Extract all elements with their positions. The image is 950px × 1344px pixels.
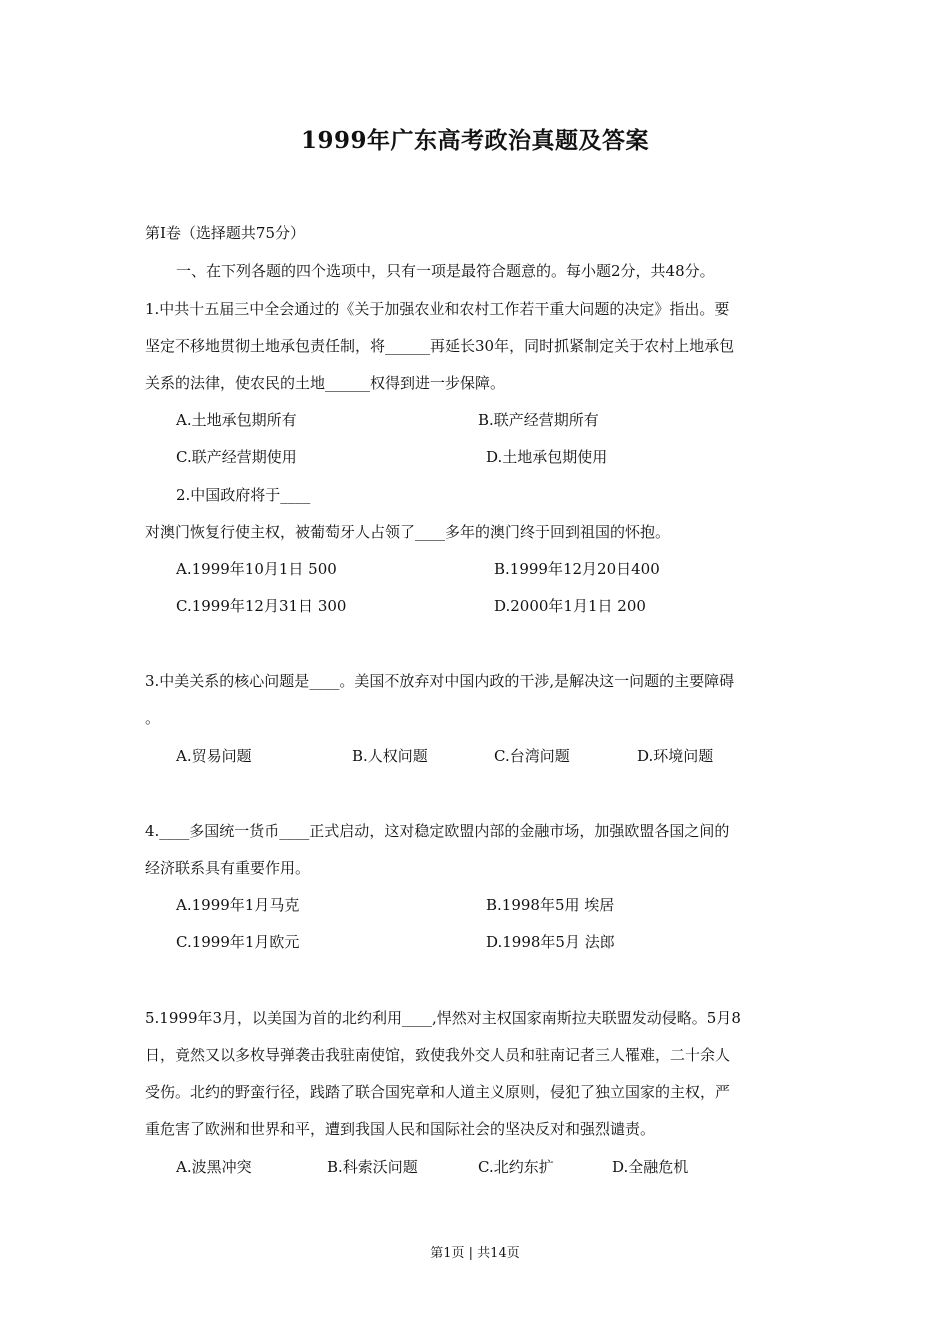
question-1-option-c: C.联产经营期使用 xyxy=(176,448,297,466)
question-2-line-1: 2.中国政府将于____ xyxy=(176,486,311,504)
question-5-line-3: 受伤。北约的野蛮行径，践踏了联合国宪章和人道主义原则，侵犯了独立国家的主权，严 xyxy=(145,1083,731,1101)
question-2-option-b: B.1999年12月20日400 xyxy=(494,560,660,578)
question-3-line-2: 。 xyxy=(145,709,161,727)
page-footer: 第1页 | 共14页 xyxy=(430,1246,520,1261)
question-3-option-c: C.台湾问题 xyxy=(494,747,570,765)
question-4-line-2: 经济联系具有重要作用。 xyxy=(145,859,311,877)
question-5-line-4: 重危害了欧洲和世界和平，遭到我国人民和国际社会的坚决反对和强烈谴责。 xyxy=(145,1120,656,1138)
question-1-option-a: A.土地承包期所有 xyxy=(176,411,297,429)
question-2-line-2: 对澳门恢复行使主权，被葡萄牙人占领了____多年的澳门终于回到祖国的怀抱。 xyxy=(145,523,671,541)
question-5-line-1: 5.1999年3月，以美国为首的北约利用____,悍然对主权国家南斯拉夫联盟发动侵略。5月8 xyxy=(145,1009,741,1027)
question-5-option-b: B.科索沃问题 xyxy=(327,1158,418,1176)
question-3-line-1: 3.中美关系的核心问题是____。美国不放弃对中国内政的干涉,是解决这一问题的主要障碍 xyxy=(145,672,735,690)
question-4-option-c: C.1999年1月欧元 xyxy=(176,933,300,951)
question-1-option-d: D.土地承包期使用 xyxy=(486,448,608,466)
question-1-line-2: 坚定不移地贯彻土地承包责任制，将______再延长30年，同时抓紧制定关于农村上地承包 xyxy=(145,337,735,355)
question-5-option-d: D.全融危机 xyxy=(612,1158,689,1176)
question-5-option-c: C.北约东扩 xyxy=(478,1158,554,1176)
question-3-option-a: A.贸易问题 xyxy=(176,747,252,765)
question-4-option-b: B.1998年5用 埃居 xyxy=(486,896,615,914)
question-1-option-b: B.联产经营期所有 xyxy=(478,411,599,429)
question-4-option-d: D.1998年5月 法郎 xyxy=(486,933,615,951)
question-2-option-a: A.1999年10月1日 500 xyxy=(176,560,337,578)
question-4-option-a: A.1999年1月马克 xyxy=(176,896,300,914)
question-5-option-a: A.波黑冲突 xyxy=(176,1158,252,1176)
question-1-line-1: 1.中共十五届三中全会通过的《关于加强农业和农村工作若干重大问题的决定》指出。要 xyxy=(145,300,730,318)
section-heading: 第Ⅰ卷（选择题共75分） xyxy=(145,224,306,242)
section-instruction: 一、在下列各题的四个选项中，只有一项是最符合题意的。每小题2分，共48分。 xyxy=(176,262,715,280)
question-4-line-1: 4.____多国统一货币____正式启动，这对稳定欧盟内部的金融市场，加强欧盟各国之间的 xyxy=(145,822,730,840)
question-2-option-c: C.1999年12月31日 300 xyxy=(176,597,347,615)
question-1-line-3: 关系的法律，使农民的土地______权得到进一步保障。 xyxy=(145,374,506,392)
question-2-option-d: D.2000年1月1日 200 xyxy=(494,597,646,615)
question-3-option-d: D.环境问题 xyxy=(637,747,714,765)
question-5-line-2: 日，竟然又以多枚导弹袭击我驻南使馆，致使我外交人员和驻南记者三人罹难，二十余人 xyxy=(145,1046,731,1064)
question-3-option-b: B.人权问题 xyxy=(352,747,428,765)
page-title: 1999年广东高考政治真题及答案 xyxy=(300,127,649,154)
